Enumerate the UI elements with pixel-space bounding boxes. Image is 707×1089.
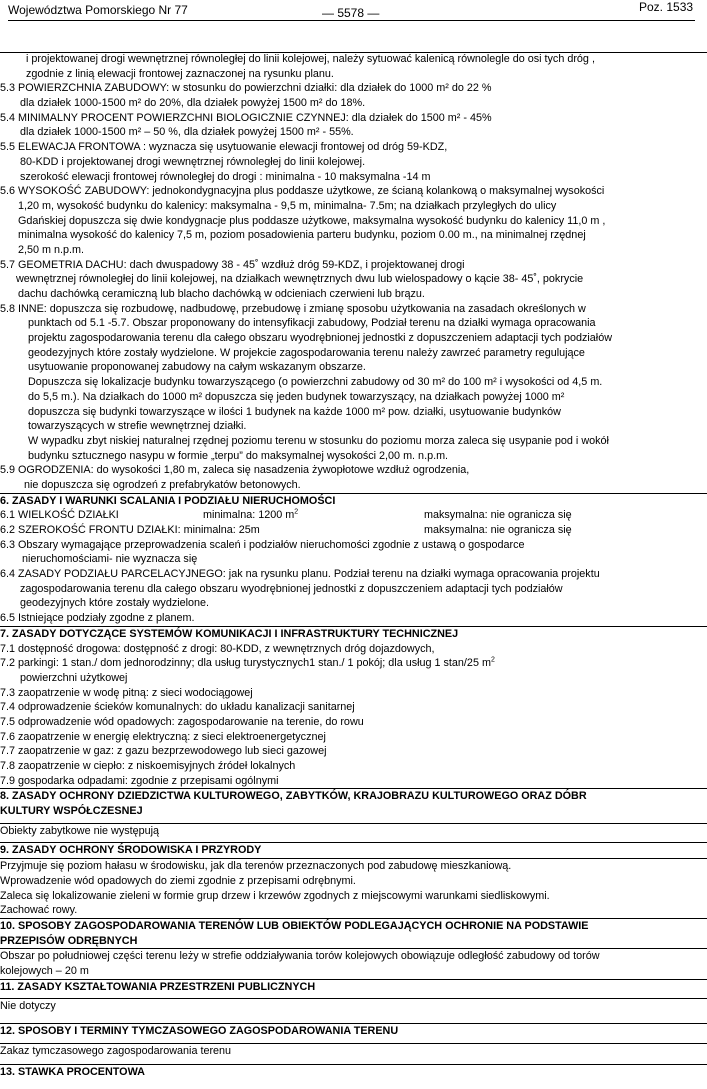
text-line xyxy=(0,859,707,874)
text-line xyxy=(0,686,707,701)
section-title: 12. SPOSOBY I TERMINY TYMCZASOWEGO ZAGOSPODAROWANIA TERENU xyxy=(0,1025,399,1037)
text-line xyxy=(0,903,707,918)
line-text: wewnętrznej równoległej do linii kolejowej, na działkach wewnętrznych dwu lub wielospadowy o kącie 38- 45˚, pokrycie xyxy=(16,273,584,286)
text-line xyxy=(0,111,707,126)
text-line xyxy=(0,434,707,449)
line-text: nie dopuszcza się ogrodzeń z prefabrykatów betonowych. xyxy=(24,478,301,491)
line-text: zgodnie z linią elewacji frontowej zaznaczonej na rysunku planu. xyxy=(26,67,334,80)
section-9-title xyxy=(0,842,707,858)
item-max: maksymalna: nie ogranicza się xyxy=(424,524,572,536)
section-7-items xyxy=(0,686,707,789)
text-line xyxy=(0,449,707,464)
line-text: dla działek 1000-1500 m² – 50 %, dla działek powyżej 1500 m² - 55%. xyxy=(20,126,354,139)
item-text: kolejowych – 20 m xyxy=(0,964,89,977)
list-item xyxy=(0,508,707,523)
text-line xyxy=(0,228,707,243)
line-text: minimalna wysokość do kalenicy 7,5 m, poziom posadowienia parteru budynku, poziom 0.00 m., na minimalnej rzędnej xyxy=(18,229,586,242)
line-text: 2,50 m n.p.m. xyxy=(18,243,85,256)
line-text: 1,20 m, wysokość budynku do kalenicy: maksymalna - 9,5 m, minimalna- 7.5m; na działkach przyległych do ulicy xyxy=(18,199,557,212)
text-line xyxy=(0,715,707,730)
line-text: 7.6 zaopatrzenie w energię elektryczną: z sieci elektroenergetycznej xyxy=(0,730,326,743)
item-text: Obiekty zabytkowe nie występują xyxy=(0,824,160,837)
section-title: 13. STAWKA PROCENTOWA xyxy=(0,1066,145,1079)
page-number: — 5578 — xyxy=(322,6,380,20)
text-line xyxy=(0,390,707,405)
item-text: 7.1 dostępność drogowa: dostępność z drogi: 80-KDD, z wewnętrznych dróg dojazdowych, xyxy=(0,642,435,655)
text-line xyxy=(0,125,707,140)
text-line xyxy=(0,744,707,759)
text-line xyxy=(0,552,707,567)
line-text: 6.5 Istniejące podziały zgodne z planem. xyxy=(0,612,195,625)
line-text: Zaleca się lokalizowanie zieleni w formie grup drzew i krzewów zgodnych z miejscowymi warunkami siedliskowymi. xyxy=(0,889,550,902)
line-text: szerokość elewacji frontowej równoległej do drogi : minimalna - 10 maksymalna -14 m xyxy=(20,170,431,183)
text-line xyxy=(0,170,707,185)
section-13-title xyxy=(0,1064,707,1082)
line-text: dopuszcza się budynki towarzyszące w ilości 1 budynek na każde 1000 m² pow. działki, usytuowanie budynków xyxy=(28,405,561,418)
line-text: do 5,5 m.). Na działkach do 1000 m² dopuszcza się jeden budynek towarzyszący, na działkach powyżej 1000 m² xyxy=(28,390,565,403)
list-item xyxy=(0,671,707,686)
line-text: 7.3 zaopatrzenie w wodę pitną: z sieci wodociągowej xyxy=(0,686,253,699)
section-8-title xyxy=(0,788,707,804)
line-text: dla działek 1000-1500 m² do 20%, dla działek powyżej 1500 m² do 18%. xyxy=(20,97,366,110)
list-item xyxy=(0,656,707,671)
section-title: 11. ZASADY KSZTAŁTOWANIA PRZESTRZENI PUBLICZNYCH xyxy=(0,980,316,993)
position-number: Poz. 1533 xyxy=(639,0,694,14)
text-line xyxy=(0,52,707,67)
section-6-items xyxy=(0,538,707,626)
item-label: 6.2 SZEROKOŚĆ FRONTU DZIAŁKI: minimalna: 25m xyxy=(0,524,260,536)
item-text: Zakaz tymczasowego zagospodarowania terenu xyxy=(0,1044,232,1057)
text-line xyxy=(0,774,707,789)
line-text: usytuowanie proponowanej zabudowy na całym wskazanym obszarze. xyxy=(28,361,366,374)
section-5-continuation xyxy=(0,52,707,493)
line-text: 5.3 POWIERZCHNIA ZABUDOWY: w stosunku do powierzchni działki: dla działek do 1000 m² do 22 % xyxy=(0,82,492,95)
text-line xyxy=(0,463,707,478)
min-value: minimalna: 1200 m xyxy=(203,509,295,522)
list-item xyxy=(0,964,707,979)
journal-title: Województwa Pomorskiego Nr 77 xyxy=(8,3,188,17)
section-11-title xyxy=(0,979,707,995)
section-10-title-cont xyxy=(0,934,707,949)
section-8-title-cont xyxy=(0,804,707,819)
item-label: 6.1 WIELKOŚĆ DZIAŁKI xyxy=(0,509,119,522)
line-text: nieruchomościami- nie wyznacza się xyxy=(22,553,198,566)
list-item xyxy=(0,523,707,538)
line-text: 80-KDD i projektowanej drogi wewnętrznej równoległej do linii kolejowej. xyxy=(20,155,366,168)
text-line xyxy=(0,155,707,170)
line-text: W wypadku zbyt niskiej naturalnej rzędnej poziomu terenu w stosunku do poziomu morza zaleca się usypanie pod i wokół xyxy=(28,434,609,447)
section-10-title xyxy=(0,918,707,934)
item-text xyxy=(0,656,495,671)
line-text: 5.4 MINIMALNY PROCENT POWIERZCHNI BIOLOGICZNIE CZYNNEJ: dla działek do 1500 m² - 45% xyxy=(0,111,492,124)
line-text: projektu zagospodarowania terenu dla całego obszaru wyodrębnionej jednostki z dopuszczeniem adaptacji tych podziałów xyxy=(28,332,612,345)
line-text: Zachować rowy. xyxy=(0,904,78,917)
line-text: 7.7 zaopatrzenie w gaz: z gazu bezprzewodowego lub sieci gazowej xyxy=(0,745,327,758)
line-text: towarzyszących w strefie wewnętrznej działki. xyxy=(28,420,247,433)
line-text: dachu dachówką ceramiczną lub blacho dachówką w odcieniach czerwieni lub brązu. xyxy=(18,288,425,300)
header-rule xyxy=(8,20,695,21)
list-item xyxy=(0,642,707,657)
text-line xyxy=(0,214,707,229)
text-line xyxy=(0,199,707,214)
line-text: Przyjmuje się poziom hałasu w środowisku, jak dla terenów przeznaczonych pod zabudowę mieszkaniową. xyxy=(0,860,512,873)
section-title: 7. ZASADY DOTYCZĄCE SYSTEMÓW KOMUNIKACJI I INFRASTRUKTURY TECHNICZNEJ xyxy=(0,627,459,640)
superscript: 2 xyxy=(294,508,299,516)
line-text: 5.7 GEOMETRIA DACHU: dach dwuspadowy 38 - 45˚ wzdłuż dróg 59-KDZ, i projektowanej drogi xyxy=(0,258,465,271)
line-text: 7.9 gospodarka odpadami: zgodnie z przepisami ogólnymi xyxy=(0,774,279,787)
text-line xyxy=(0,419,707,434)
text-line xyxy=(0,331,707,346)
text-line xyxy=(0,243,707,258)
text-line xyxy=(0,889,707,904)
section-title: PRZEPISÓW ODRĘBNYCH xyxy=(0,934,138,947)
text-line xyxy=(0,316,707,331)
item-text: Nie dotyczy xyxy=(0,1000,56,1013)
section-title: 8. ZASADY OCHRONY DZIEDZICTWA KULTUROWEGO, ZABYTKÓW, KRAJOBRAZU KULTUROWEGO ORAZ DÓBR xyxy=(0,790,587,803)
section-title: 9. ZASADY OCHRONY ŚRODOWISKA I PRZYRODY xyxy=(0,844,262,857)
text-line xyxy=(0,700,707,715)
text-line xyxy=(0,375,707,390)
text-line xyxy=(0,140,707,155)
text-line xyxy=(0,759,707,774)
text-line xyxy=(0,360,707,375)
text-line xyxy=(0,258,707,273)
line-text: geodezyjnych które zostały wydzielone. xyxy=(20,597,210,610)
text-line xyxy=(0,730,707,745)
section-title: 10. SPOSOBY ZAGOSPODAROWANIA TERENÓW LUB OBIEKTÓW PODLEGAJĄCYCH OCHRONIE NA PODSTAWIE xyxy=(0,919,589,932)
text-line xyxy=(0,67,707,82)
text-line xyxy=(0,596,707,611)
line-text: 5.8 INNE: dopuszcza się rozbudowę, nadbudowę, przebudowę i zmianę sposobu użytkowania na zasadach określonych w xyxy=(0,302,586,315)
text-line xyxy=(0,478,707,493)
page-header xyxy=(0,0,707,22)
section-9-items xyxy=(0,858,707,918)
line-text: Wprowadzenie wód opadowych do ziemi zgodnie z przepisami odrębnymi. xyxy=(0,874,356,887)
line-text: 5.6 WYSOKOŚĆ ZABUDOWY: jednokondygnacyjna plus poddasze użytkowe, ze ścianą kolankową o maksymalnej wysokości xyxy=(0,185,605,198)
item-max: maksymalna: nie ogranicza się xyxy=(424,509,572,522)
section-7-title xyxy=(0,626,707,642)
item-min xyxy=(203,508,298,523)
line-text: Dopuszcza się lokalizacje budynku towarzyszącego (o powierzchni zabudowy od 30 m² do 100 m² i wysokości od 4,5 m. xyxy=(28,376,603,389)
text-line xyxy=(0,538,707,553)
section-title: KULTURY WSPÓŁCZESNEJ xyxy=(0,805,143,818)
item-text: powierzchni użytkowej xyxy=(20,671,128,684)
line-text: i projektowanej drogi wewnętrznej równoległej do linii kolejowej, należy sytuować kalenicą równolegle do osi tych dróg , xyxy=(26,53,595,65)
text-line xyxy=(0,96,707,111)
line-text: 7.4 odprowadzenie ścieków komunalnych: do układu kanalizacji sanitarnej xyxy=(0,701,355,714)
section-title: 6. ZASADY I WARUNKI SCALANIA I PODZIAŁU NIERUCHOMOŚCI xyxy=(0,494,336,507)
text-line xyxy=(0,582,707,597)
text-line xyxy=(0,611,707,626)
text-line xyxy=(0,272,707,287)
text-line xyxy=(0,874,707,889)
superscript: 2 xyxy=(490,656,495,664)
line-text: geodezyjnych które zostały wydzielone. W projekcie zagospodarowania terenu należy zawrzeć parametry regulujące xyxy=(28,346,585,359)
text-line xyxy=(0,346,707,361)
line-text: budynku sztucznego nasypu w formie „terpu” do maksymalnej wysokości 2,00 m. n.p.m. xyxy=(28,449,449,462)
text-line xyxy=(0,405,707,420)
section-6-title xyxy=(0,493,707,509)
line-text: punktach od 5.1 -5.7. Obszar proponowany do intensyfikacji zabudowy, Podział terenu na działki wymaga opracowania xyxy=(28,317,596,330)
text-line xyxy=(0,81,707,96)
section-12-title xyxy=(0,1023,707,1039)
parking-text: 7.2 parkingi: 1 stan./ dom jednorodzinny; dla usług turystycznych1 stan./ 1 pokój; dla usług 1 stan/25 m xyxy=(0,657,491,670)
list-item xyxy=(0,823,707,839)
line-text: 7.5 odprowadzenie wód opadowych: zagospodarowanie na terenie, do rowu xyxy=(0,715,364,728)
list-item xyxy=(0,998,707,1014)
document-body xyxy=(0,52,707,1082)
line-text: 7.8 zaopatrzenie w ciepło: z niskoemisyjnych źródeł lokalnych xyxy=(0,760,296,772)
line-text: 6.3 Obszary wymagające przeprowadzenia scaleń i podziałów nieruchomości zgodnie z ustawą o gospodarce xyxy=(0,538,525,551)
text-line xyxy=(0,302,707,317)
line-text: 6.4 ZASADY PODZIAŁU PARCELACYJNEGO: jak na rysunku planu. Podział terenu na działki wymaga opracowania projektu xyxy=(0,568,600,581)
item-text: Obszar po południowej części terenu leży w strefie oddziaływania torów kolejowych obowiązuje odległość zabudowy od torów xyxy=(0,950,600,963)
list-item xyxy=(0,1043,707,1059)
text-line xyxy=(0,567,707,582)
line-text: zagospodarowania terenu dla całego obszaru wyodrębnionej jednostki z dopuszczeniem adaptacji tych podziałów xyxy=(20,582,563,595)
text-line xyxy=(0,184,707,199)
list-item xyxy=(0,948,707,964)
line-text: 5.5 ELEWACJA FRONTOWA : wyznacza się usytuowanie elewacji frontowej od dróg 59-KDZ, xyxy=(0,141,448,154)
line-text: 5.9 OGRODZENIA: do wysokości 1,80 m, zaleca się nasadzenia żywopłotowe wzdłuż ogrodzenia, xyxy=(0,464,470,477)
line-text: Gdańskiej dopuszcza się dwie kondygnacje plus poddasze użytkowe, maksymalna wysokość budynku do kalenicy 11,0 m , xyxy=(18,214,606,227)
text-line xyxy=(0,287,707,302)
